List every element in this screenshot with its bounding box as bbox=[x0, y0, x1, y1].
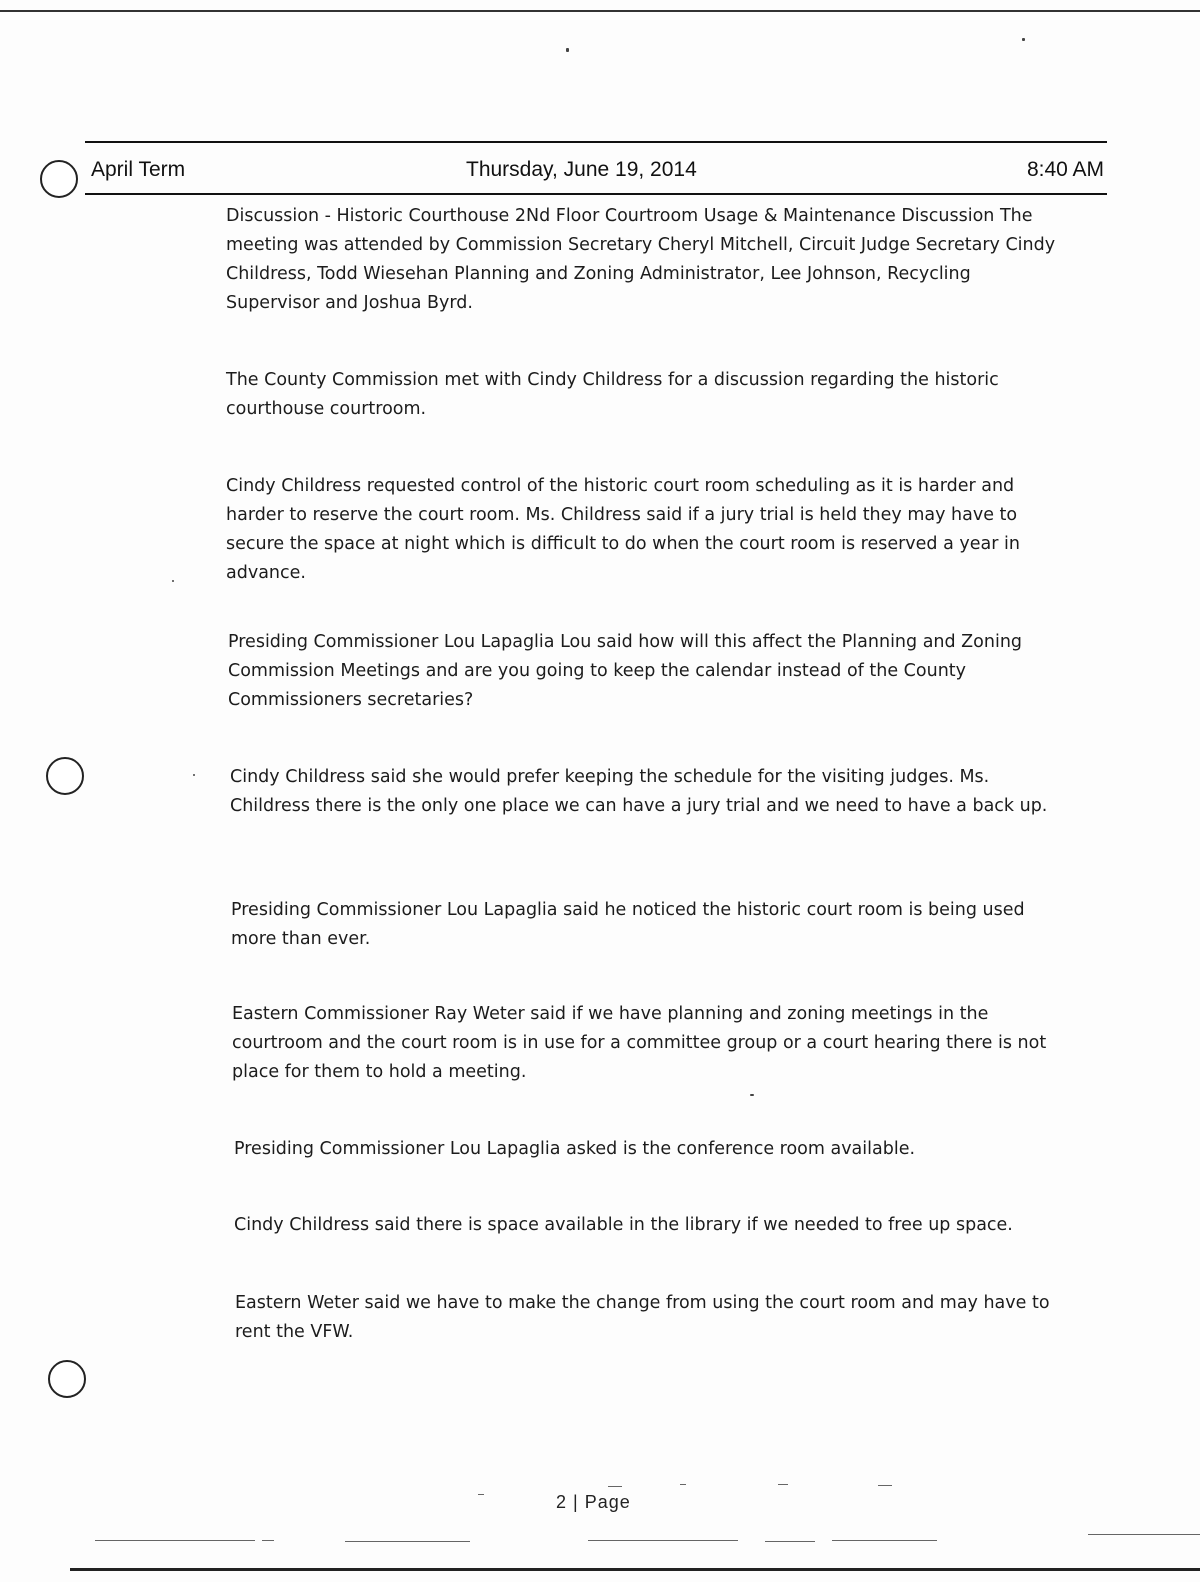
paragraph-visiting-judges: Cindy Childress said she would prefer keeping the schedule for the visiting judges. Ms. Childress there is the only one place we can have a jury trial and we need to have a back up. bbox=[230, 767, 1048, 816]
scan-speck bbox=[750, 1094, 754, 1096]
scan-dash bbox=[95, 1540, 255, 1541]
scan-dash bbox=[588, 1540, 738, 1541]
page-number: 2 | Page bbox=[556, 1492, 631, 1512]
header-rule-bottom bbox=[85, 193, 1107, 195]
paragraph-usage-increase: Presiding Commissioner Lou Lapaglia said he noticed the historic court room is being used more than ever. bbox=[231, 900, 1025, 949]
header-rule-top bbox=[85, 141, 1107, 143]
scan-dash bbox=[345, 1541, 470, 1542]
scan-bottom-edge bbox=[70, 1568, 1200, 1571]
paragraph-rent-vfw: Eastern Weter said we have to make the change from using the court room and may have to rent the VFW. bbox=[235, 1293, 1050, 1342]
scan-speck bbox=[1022, 38, 1025, 41]
binder-hole-bottom bbox=[48, 1360, 86, 1398]
meeting-date: Thursday, June 19, 2014 bbox=[466, 158, 697, 181]
scan-top-edge bbox=[0, 10, 1200, 12]
binder-hole-middle bbox=[46, 757, 84, 795]
scan-dash bbox=[680, 1484, 686, 1485]
scan-dash bbox=[1088, 1534, 1200, 1535]
paragraph-planning-question: Presiding Commissioner Lou Lapaglia Lou said how will this affect the Planning and Zoning Commission Meetings and are you going to keep the calendar instead of the County Commissioners secretaries? bbox=[228, 632, 1023, 710]
scan-dash bbox=[765, 1541, 815, 1542]
paragraph-conference-room: Presiding Commissioner Lou Lapaglia asked is the conference room available. bbox=[234, 1139, 916, 1159]
binder-hole-top bbox=[40, 160, 78, 198]
scan-speck bbox=[193, 774, 195, 776]
paragraph-meeting-space: Eastern Commissioner Ray Weter said if we have planning and zoning meetings in the courtroom and the court room is in use for a committee group or a court hearing there is not place for them to hold a meeting. bbox=[232, 1004, 1047, 1082]
scan-dash bbox=[262, 1540, 274, 1541]
scan-dash bbox=[832, 1540, 937, 1541]
term-label: April Term bbox=[91, 158, 186, 181]
scan-dash bbox=[778, 1484, 788, 1485]
scan-speck bbox=[172, 580, 174, 582]
paragraph-commission-meeting: The County Commission met with Cindy Childress for a discussion regarding the historic courthouse courtroom. bbox=[226, 370, 999, 419]
paragraph-attendance: Discussion - Historic Courthouse 2Nd Floor Courtroom Usage & Maintenance Discussion The meeting was attended by Commission Secretary Cheryl Mitchell, Circuit Judge Secretary Cindy Childress, Todd Wiesehan Planning and Zoning Administrator, Lee Johnson, Recycling Supervisor and Joshua Byrd. bbox=[226, 206, 1056, 313]
meeting-time: 8:40 AM bbox=[1026, 158, 1104, 181]
scan-dash bbox=[478, 1494, 484, 1495]
paragraph-scheduling-request: Cindy Childress requested control of the historic court room scheduling as it is harder and harder to reserve the court room. Ms. Childress said if a jury trial is held they may have to secure the space at night which is difficult to do when the court room is reserved a year in advance. bbox=[226, 476, 1020, 583]
scan-speck bbox=[566, 48, 569, 52]
paragraph-library-space: Cindy Childress said there is space available in the library if we needed to free up space. bbox=[234, 1215, 1013, 1235]
scan-dash bbox=[878, 1485, 892, 1486]
scan-dash bbox=[608, 1486, 622, 1487]
